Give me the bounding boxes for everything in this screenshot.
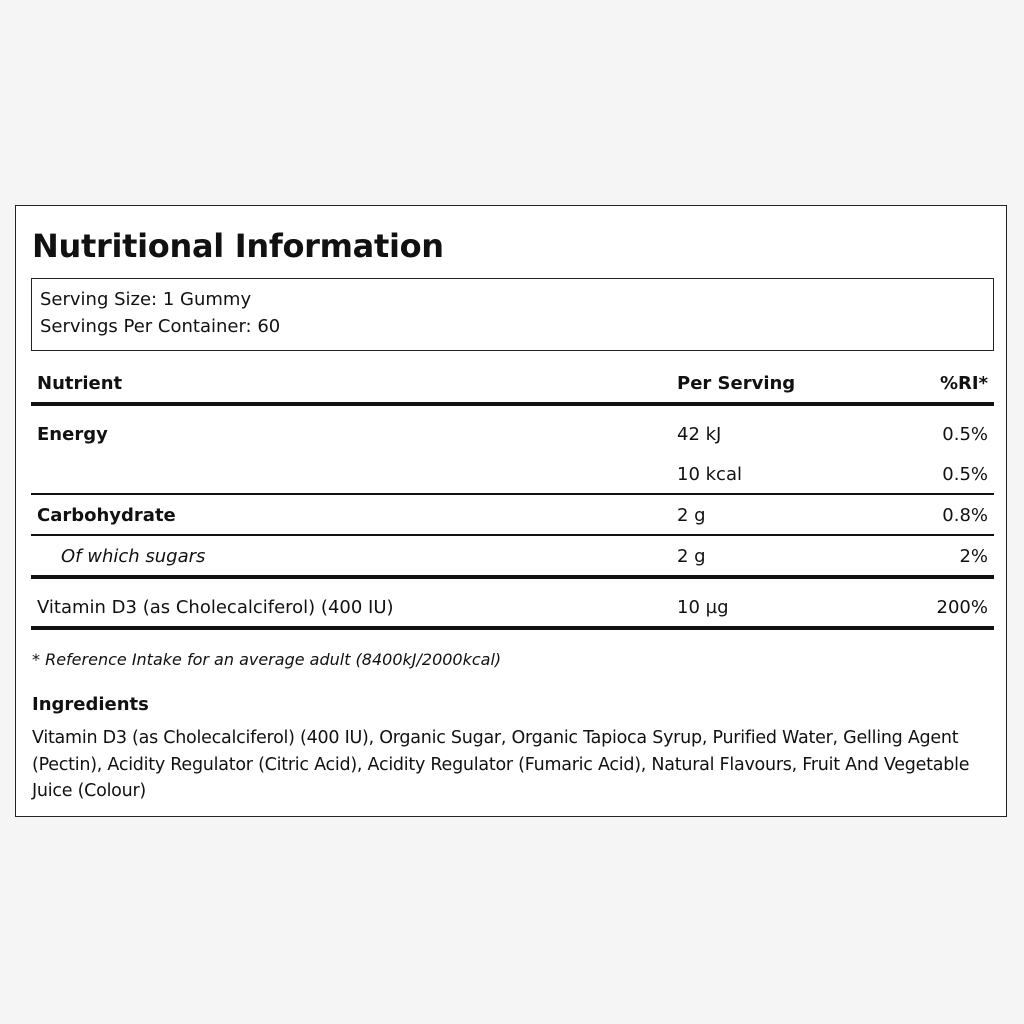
ri-value: 200%	[936, 597, 988, 618]
per-serving-value: 2 g	[677, 546, 706, 567]
header-per-serving: Per Serving	[677, 373, 796, 394]
per-serving-value: 10 kcal	[677, 464, 742, 485]
ri-value: 2%	[959, 546, 988, 567]
ingredients-heading: Ingredients	[32, 694, 149, 715]
table-bottom-divider	[31, 626, 994, 630]
row-divider	[31, 534, 994, 536]
servings-per-container: Servings Per Container: 60	[40, 316, 281, 337]
serving-size: Serving Size: 1 Gummy	[40, 289, 252, 310]
ri-value: 0.5%	[942, 424, 988, 445]
per-serving-value: 42 kJ	[677, 424, 722, 445]
header-divider	[31, 402, 994, 406]
nutrient-name: Carbohydrate	[37, 505, 176, 526]
header-nutrient: Nutrient	[37, 373, 123, 394]
reference-intake-footnote: * Reference Intake for an average adult (8400kJ/2000kcal)	[32, 650, 502, 669]
per-serving-value: 2 g	[677, 505, 706, 526]
nutrient-name: Vitamin D3 (as Cholecalciferol) (400 IU)	[37, 597, 394, 618]
per-serving-value: 10 µg	[677, 597, 729, 618]
serving-info-box	[31, 278, 994, 351]
nutrient-name: Energy	[37, 424, 108, 445]
nutrient-name: Of which sugars	[61, 546, 206, 567]
ri-value: 0.5%	[942, 464, 988, 485]
page-title: Nutritional Information	[32, 227, 444, 265]
section-divider	[31, 575, 994, 579]
ri-value: 0.8%	[942, 505, 988, 526]
nutrition-panel	[15, 205, 1007, 817]
row-divider	[31, 493, 994, 495]
ingredients-list: Vitamin D3 (as Cholecalciferol) (400 IU), Organic Sugar, Organic Tapioca Syrup, Purified Water, Gelling Agent (Pectin), Acidity Regulator (Citric Acid), Acidity Regulator (Fumaric Acid), Natural Flavours, Fruit And Vegetable Juice (Colour)	[32, 728, 970, 801]
header-ri: %RI*	[939, 373, 988, 394]
